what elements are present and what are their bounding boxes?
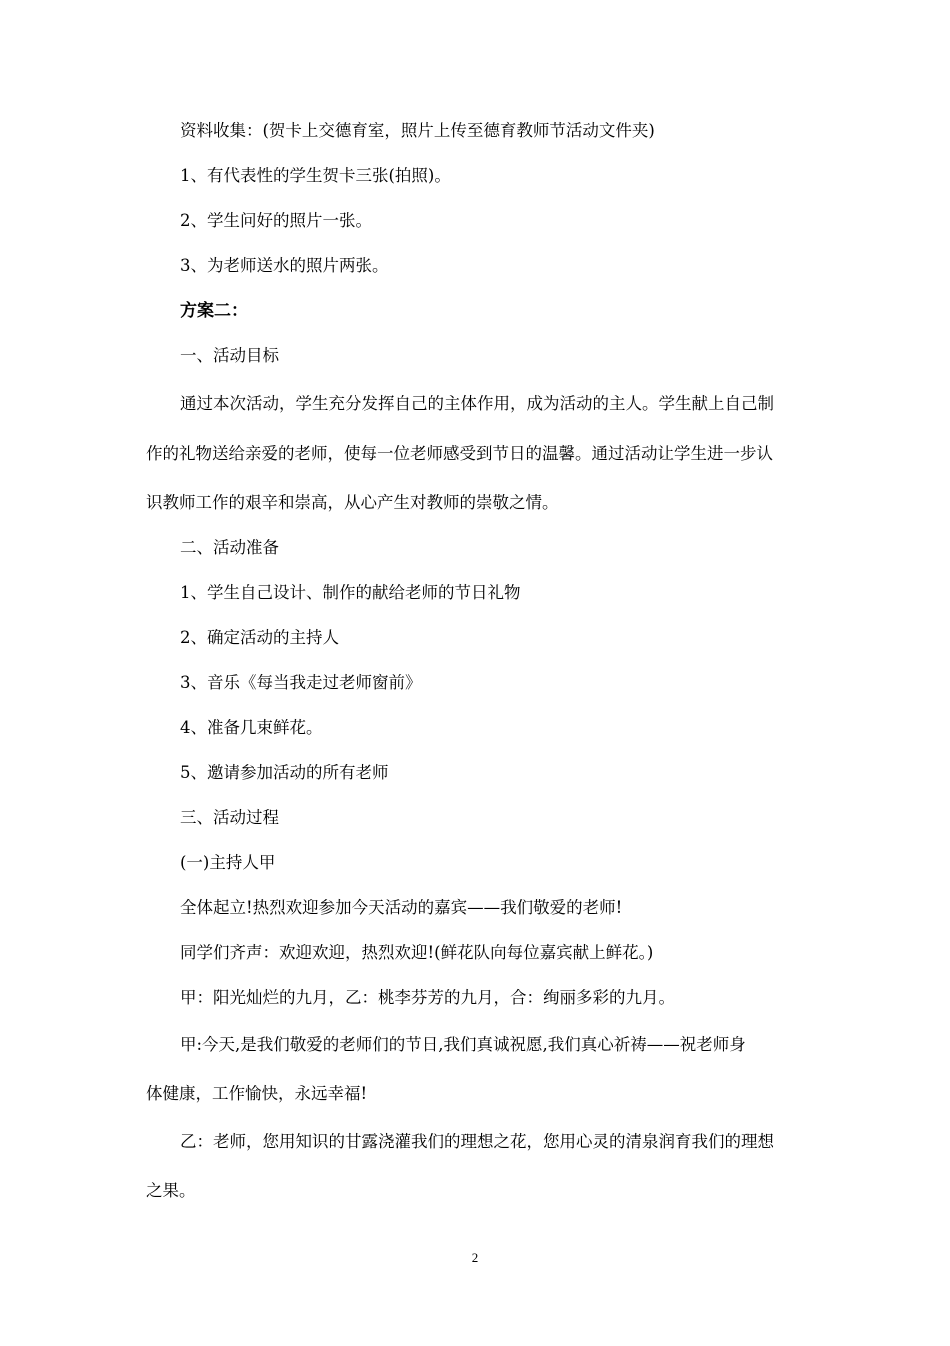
text-line: 乙：老师，您用知识的甘露浇灌我们的理想之花，您用心灵的清泉润育我们的理想	[180, 1132, 774, 1151]
section-heading: 方案二：	[180, 301, 248, 321]
text-line: 甲:今天,是我们敬爱的老师们的节日,我们真诚祝愿,我们真心祈祷——祝老师身	[180, 1035, 746, 1054]
text-line: 体健康，工作愉快，永远幸福!	[146, 1084, 368, 1103]
text-line: 3、为老师送水的照片两张。	[180, 256, 389, 275]
text-line: 全体起立!热烈欢迎参加今天活动的嘉宾——我们敬爱的老师!	[180, 898, 623, 917]
text-line: 1、有代表性的学生贺卡三张(拍照)。	[180, 166, 451, 185]
text-line: 二、活动准备	[180, 538, 279, 557]
text-line: 2、确定活动的主持人	[180, 628, 339, 647]
text-line: 之果。	[146, 1181, 196, 1200]
text-line: 1、学生自己设计、制作的献给老师的节日礼物	[180, 583, 521, 602]
text-line: 3、音乐《每当我走过老师窗前》	[180, 673, 422, 692]
text-line: 5、邀请参加活动的所有老师	[180, 763, 389, 782]
text-line: 通过本次活动，学生充分发挥自己的主体作用，成为活动的主人。学生献上自己制	[180, 394, 774, 413]
text-line: 同学们齐声：欢迎欢迎，热烈欢迎!(鲜花队向每位嘉宾献上鲜花。)	[180, 943, 654, 962]
text-line: (一)主持人甲	[180, 853, 276, 872]
text-line: 甲：阳光灿烂的九月，乙：桃李芬芳的九月，合：绚丽多彩的九月。	[180, 988, 675, 1007]
text-line: 三、活动过程	[180, 808, 279, 827]
text-line: 一、活动目标	[180, 346, 279, 365]
text-line: 2、学生问好的照片一张。	[180, 211, 372, 230]
text-line: 作的礼物送给亲爱的老师，使每一位老师感受到节日的温馨。通过活动让学生进一步认	[146, 444, 773, 463]
text-line: 识教师工作的艰辛和崇高，从心产生对教师的崇敬之情。	[146, 493, 559, 512]
text-line: 4、准备几束鲜花。	[180, 718, 323, 737]
text-line: 资料收集：(贺卡上交德育室，照片上传至德育教师节活动文件夹)	[180, 121, 655, 140]
page-number: 2	[471, 1250, 479, 1265]
